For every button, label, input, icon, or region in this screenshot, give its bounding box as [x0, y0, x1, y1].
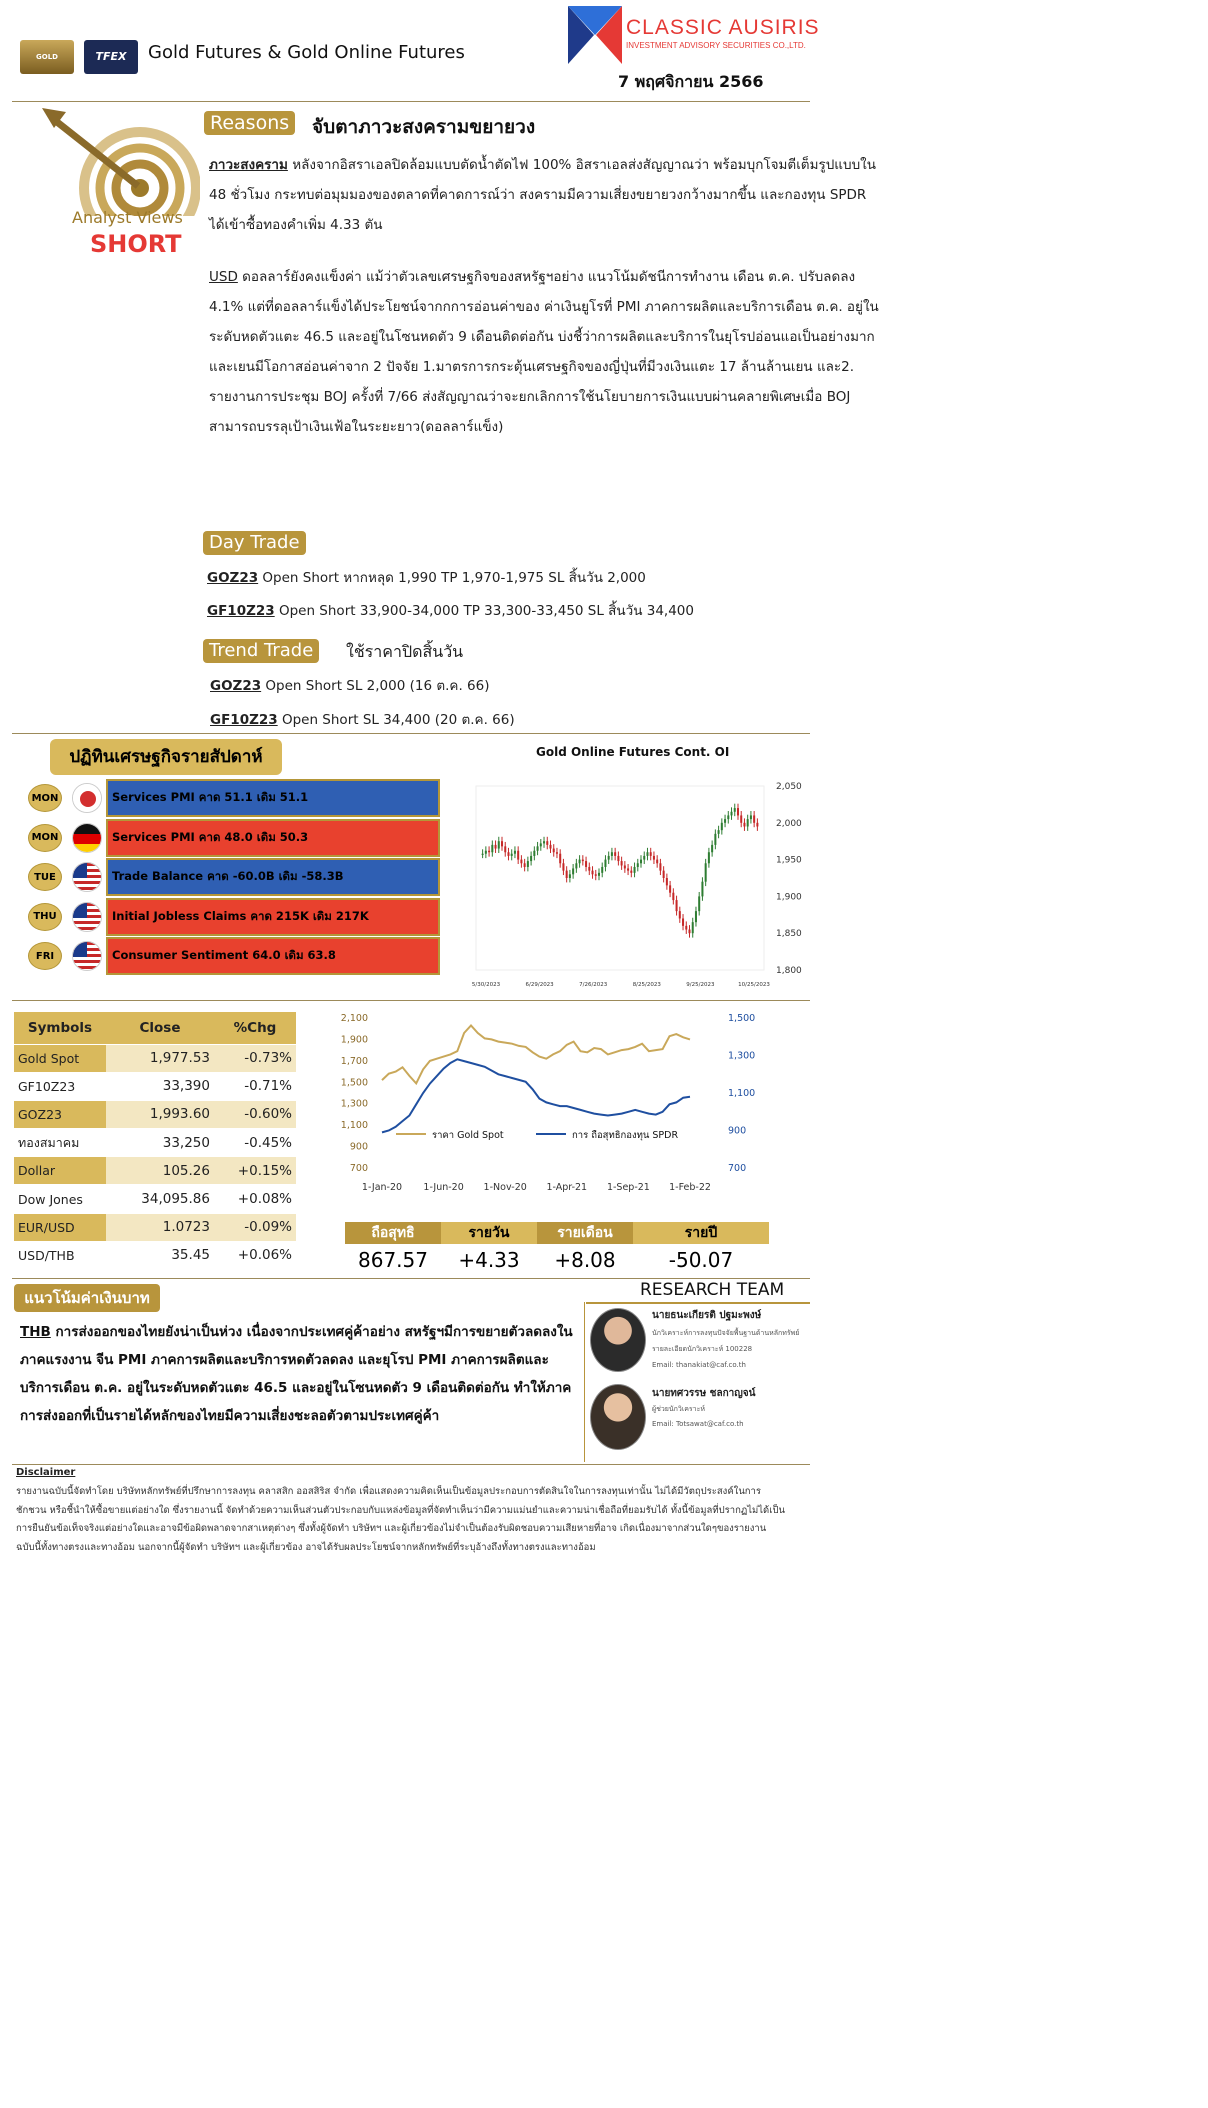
target-dart-icon [40, 108, 200, 216]
candle-body [504, 846, 506, 852]
candle-body [520, 860, 522, 864]
day-trade-text: Open Short หากหลุด 1,990 TP 1,970-1,975 SL สิ้นวัน 2,000 [258, 570, 646, 586]
trend-trade-line-2 [210, 710, 515, 730]
close-cell: 33,390 [106, 1072, 214, 1100]
y-left-tick-label: 1,700 [340, 1055, 368, 1067]
day-badge: THU [28, 903, 62, 931]
spdr-stats [345, 1222, 769, 1272]
candle-body [533, 851, 535, 856]
day-trade-line-2 [207, 601, 694, 621]
war-text: หลังจากอิสราเอลปิดล้อมแบบตัดน้ำตัดไฟ 100% อิสราเอลส่งสัญญาณว่า พร้อมบุกโจมตีเต็มรูปแบบใน 48 ชั่วโมง กระทบต่อมุมมองของตลาดที่คาดการณ์ว่า สงครามมีความเสี่ยงขยายวงกว้างมากขึ้น และกองทุน SPDR ได้เข้าซื้อทองคำเพิ่ม 4.33 ตัน [209, 157, 876, 233]
reasons-tag: Reasons [204, 111, 295, 135]
member-2-role: ผู้ช่วยนักวิเคราะห์ [652, 1405, 705, 1413]
candle-body [663, 871, 665, 878]
x-tick-label: 1-Jun-20 [423, 1182, 464, 1193]
candle-body [549, 845, 551, 849]
usd-keyword: USD [209, 269, 238, 285]
candle-body [572, 868, 574, 874]
candle-body [501, 841, 503, 846]
candle-body [611, 852, 613, 856]
x-tick-label: 5/30/2023 [471, 982, 501, 988]
stat-header-yearly: รายปี [633, 1222, 769, 1244]
candle-body [727, 815, 729, 819]
econ-calendar-title: ปฏิทินเศรษฐกิจรายสัปดาห์ [50, 739, 282, 775]
legend-label: ราคา Gold Spot [432, 1130, 504, 1141]
gold-futures-logo: GOLD FUTURES [20, 40, 74, 74]
table-row [14, 1241, 296, 1269]
candle-body [553, 849, 555, 853]
close-cell: 105.26 [106, 1157, 214, 1185]
candle-body [705, 863, 707, 881]
candle-body [511, 854, 513, 856]
spdr-holdings-line [382, 1059, 690, 1132]
disclaimer-line: ชักชวน หรือชี้นำให้ซื้อขายแต่อย่างใด ซึ่งรายงานนี้ จัดทำด้วยความเห็นส่วนตัวประกอบกับแหล่งข้อมูลที่จัดทำเห็นว่ามีความแม่นยำและความน่าเชื่อถือที่ยอมรับได้ ทั้งนี้ข้อมูลที่ปรากฏไม่ได้เป็น [16, 1504, 785, 1516]
econ-event: Trade Balance คาด -60.0B เดิม -58.3B [106, 858, 440, 896]
member-2-name: นายทศวรรษ ชลกาญจน์ [652, 1388, 756, 1399]
y-tick-label: 1,850 [776, 929, 802, 940]
candle-body [559, 854, 561, 864]
candle-body [595, 874, 597, 875]
disclaimer-line: การยืนยันข้อเท็จจริงแต่อย่างใดและอาจมีข้อผิดพลาดจากสาเหตุต่างๆ ซึ่งทั้งผู้จัดทำ บริษัทฯ และผู้เกี่ยวข้องไม่จำเป็นต้องรับผิดชอบความเสียหายที่อาจ เกิดเนื่องมาจากส่วนใดๆของรายงาน [16, 1523, 767, 1534]
candle-body [592, 871, 594, 875]
column-header: %Chg [214, 1012, 296, 1044]
econ-event: Services PMI คาด 51.1 เดิม 51.1 [106, 779, 440, 817]
close-cell: 34,095.86 [106, 1185, 214, 1213]
trend-trade-line-1 [210, 676, 489, 696]
section-divider [12, 1278, 810, 1279]
candle-body [646, 852, 648, 856]
symbol-cell: GF10Z23 [14, 1072, 106, 1100]
table-row [14, 1157, 296, 1185]
section-divider [12, 1464, 810, 1465]
trend-trade-tag: Trend Trade [203, 639, 319, 663]
candle-body [692, 922, 694, 933]
disclaimer-line: ฉบับนี้ทั้งทางตรงและทางอ้อม นอกจากนี้ผู้จัดทำ บริษัทฯ และผู้เกี่ยวข้อง อาจได้รับผลประโยชน์จากหลักทรัพย์ที่ระบุอ้างถึงทั้งทางตรงและทางอ้อม [16, 1541, 596, 1553]
table-row [14, 1072, 296, 1100]
thb-keyword: THB [20, 1324, 51, 1340]
candle-body [569, 874, 571, 878]
baht-paragraph [20, 1318, 580, 1430]
candle-body [737, 808, 739, 815]
change-cell: -0.60% [214, 1100, 296, 1128]
candle-body [666, 878, 668, 885]
research-team-title: RESEARCH TEAM [640, 1280, 785, 1300]
day-badge: TUE [28, 863, 62, 891]
change-cell: -0.45% [214, 1129, 296, 1157]
change-cell: -0.71% [214, 1072, 296, 1100]
candle-body [711, 845, 713, 852]
candle-body [750, 815, 752, 819]
candle-body [682, 918, 684, 925]
candle-body [627, 868, 629, 870]
y-right-tick-label: 1,100 [728, 1088, 756, 1099]
day-badge: MON [28, 784, 62, 812]
reasons-war-paragraph [209, 150, 879, 240]
analyst-views-label: Analyst Views [72, 208, 183, 227]
x-tick-label: 1-Jan-20 [361, 1182, 403, 1193]
candle-body [540, 843, 542, 846]
candle-body [708, 852, 710, 863]
candle-body [650, 852, 652, 856]
x-tick-label: 1-Apr-21 [546, 1182, 588, 1193]
candle-body [747, 819, 749, 826]
report-date: 7 พฤศจิกายน 2566 [618, 72, 764, 91]
y-left-tick-label: 1,300 [340, 1098, 368, 1110]
japan-flag [72, 783, 102, 813]
symbol-cell: USD/THB [14, 1241, 106, 1269]
candle-body [653, 856, 655, 860]
trend-trade-text: Open Short SL 34,400 (20 ต.ค. 66) [277, 712, 515, 728]
stat-header-daily: รายวัน [441, 1222, 537, 1244]
day-trade-symbol: GF10Z23 [207, 603, 275, 619]
candle-body [608, 856, 610, 860]
member-1-name: นายธนะเกียรติ ปฐมะพงษ์ [652, 1310, 762, 1321]
page-title: Gold Futures & Gold Online Futures [148, 42, 465, 63]
member-1-role: นักวิเคราะห์การลงทุนปัจจัยพื้นฐานด้านหลักทรัพย์ [652, 1329, 800, 1337]
econ-event: Initial Jobless Claims คาด 215K เดิม 217K [106, 898, 440, 936]
stat-net: 867.57 [358, 1248, 428, 1272]
gold-spot-line [382, 1026, 690, 1084]
stat-daily: +4.33 [458, 1248, 520, 1272]
tfex-logo: TFEX [84, 40, 138, 74]
candle-body [585, 861, 587, 867]
candle-body [643, 856, 645, 860]
candle-body [676, 900, 678, 911]
baht-tag: แนวโน้มค่าเงินบาท [14, 1284, 160, 1312]
candle-body [588, 867, 590, 871]
y-left-tick-label: 1,900 [340, 1034, 368, 1046]
germany-flag [72, 823, 102, 853]
candle-body [495, 845, 497, 849]
candle-body [485, 851, 487, 854]
y-left-tick-label: 1,100 [340, 1120, 368, 1132]
header-divider [12, 101, 810, 102]
candle-body [688, 930, 690, 934]
war-keyword: ภาวะสงคราม [209, 157, 288, 173]
candle-body [543, 841, 545, 843]
day-badge: FRI [28, 942, 62, 970]
day-trade-line-1 [207, 568, 646, 588]
stat-monthly: +8.08 [554, 1248, 616, 1272]
candle-body [491, 845, 493, 852]
candle-body [575, 863, 577, 868]
research-box-border [584, 1302, 585, 1462]
candle-body [731, 812, 733, 816]
econ-event: Services PMI คาด 48.0 เดิม 50.3 [106, 819, 440, 857]
candle-body [617, 856, 619, 861]
candle-body [640, 860, 642, 864]
candle-body [685, 926, 687, 930]
candle-body [498, 841, 500, 848]
brand-subtitle: INVESTMENT ADVISORY SECURITIES CO.,LTD. [626, 41, 806, 50]
legend-label: การ ถือสุทธิกองทุน SPDR [572, 1130, 679, 1141]
stat-yearly: -50.07 [668, 1248, 734, 1272]
candle-body [488, 851, 490, 852]
candle-body [701, 882, 703, 897]
econ-row [28, 937, 442, 976]
member-2-email: Email: Totsawat@caf.co.th [652, 1420, 744, 1428]
econ-row [28, 858, 442, 897]
close-cell: 1,977.53 [106, 1044, 214, 1072]
day-trade-symbol: GOZ23 [207, 570, 259, 586]
candle-body [740, 815, 742, 822]
candle-body [672, 893, 674, 900]
x-tick-label: 6/29/2023 [525, 982, 554, 988]
close-cell: 33,250 [106, 1129, 214, 1157]
candle-body [530, 856, 532, 861]
candle-body [537, 846, 539, 850]
close-cell: 1,993.60 [106, 1100, 214, 1128]
x-tick-label: 8/25/2023 [632, 982, 661, 988]
close-cell: 35.45 [106, 1241, 214, 1269]
y-tick-label: 1,950 [776, 855, 802, 866]
y-tick-label: 2,050 [776, 782, 802, 792]
candle-body [756, 823, 758, 827]
candle-body [601, 867, 603, 873]
y-tick-label: 1,900 [776, 892, 802, 903]
candle-body [546, 841, 548, 845]
reasons-usd-paragraph [209, 262, 879, 442]
econ-calendar-list [28, 779, 442, 977]
symbols-table [14, 1012, 296, 1270]
candle-body [721, 823, 723, 830]
candle-body [566, 871, 568, 878]
candle-body [698, 896, 700, 911]
candle-body [753, 815, 755, 822]
candle-body [562, 863, 564, 870]
stat-header-net: ถือสุทธิ [345, 1222, 441, 1244]
research-title-underline [586, 1302, 810, 1304]
oi-chart-title: Gold Online Futures Cont. OI [536, 745, 730, 759]
candle-body [679, 911, 681, 918]
baht-text: การส่งออกของไทยยังน่าเป็นห่วง เนื่องจากประเทศคู่ค้าอย่าง สหรัฐฯมีการขยายตัวลดลงในภาคแรงงาน จีน PMI ภาคการผลิตและบริการหดตัวลดลง และยุโรป PMI ภาคการผลิตและบริการเดือน ต.ค. อยู่ในระดับหดตัวแตะ 46.5 และอยู่ในโซนหดตัว 9 เดือนติดต่อกัน ทำให้ภาคการส่งออกที่เป็นรายได้หลักของไทยมีความเสี่ยงชะลอตัวตามประเทศคู่ค้า [20, 1324, 573, 1424]
candle-body [659, 863, 661, 870]
candle-body [734, 808, 736, 812]
candle-body [637, 863, 639, 867]
x-tick-label: 1-Feb-22 [669, 1182, 711, 1193]
candle-body [579, 860, 581, 864]
table-row [14, 1129, 296, 1157]
disclaimer-line: รายงานฉบับนี้จัดทำโดย บริษัทหลักทรัพย์ที่ปรึกษาการลงทุน คลาสสิก ออสสิริส จำกัด เพื่อแสดงความคิดเห็นเป็นข้อมูลประกอบการตัดสินใจในการลงทุนเท่านั้น ไม่ได้มีวัตถุประสงค์ในการ [16, 1486, 761, 1497]
day-badge: MON [28, 824, 62, 852]
analyst-view-short: SHORT [90, 230, 182, 258]
change-cell: -0.73% [214, 1044, 296, 1072]
candle-body [724, 819, 726, 823]
candle-body [517, 851, 519, 860]
y-left-tick-label: 1,500 [340, 1077, 368, 1089]
brand-name: CLASSIC AUSIRIS [626, 16, 820, 39]
day-trade-tag: Day Trade [203, 531, 306, 555]
x-tick-label: 10/25/2023 [738, 982, 770, 988]
avatar [590, 1384, 646, 1450]
table-header-row [14, 1012, 296, 1044]
symbol-cell: EUR/USD [14, 1213, 106, 1241]
candle-body [604, 860, 606, 867]
member-1-email: Email: thanakiat@caf.co.th [652, 1361, 746, 1369]
econ-row [28, 779, 442, 818]
candle-body [669, 885, 671, 892]
column-header: Symbols [14, 1012, 106, 1044]
symbol-cell: GOZ23 [14, 1100, 106, 1128]
stat-header-monthly: รายเดือน [537, 1222, 633, 1244]
y-right-tick-label: 1,500 [728, 1013, 756, 1024]
classic-ausiris-logo-mark [568, 6, 622, 64]
y-right-tick-label: 700 [728, 1163, 747, 1174]
candle-body [507, 852, 509, 856]
table-row [14, 1100, 296, 1128]
y-left-tick-label: 900 [349, 1141, 368, 1153]
x-tick-label: 1-Sep-21 [606, 1182, 650, 1193]
trend-trade-symbol: GOZ23 [210, 678, 262, 694]
disclaimer-title: Disclaimer [16, 1467, 76, 1478]
change-cell: +0.08% [214, 1185, 296, 1213]
econ-row [28, 898, 442, 937]
symbol-cell: Dollar [14, 1157, 106, 1185]
usa-flag [72, 902, 102, 932]
section-divider [12, 733, 810, 734]
section-divider [12, 1000, 810, 1001]
symbol-cell: Dow Jones [14, 1185, 106, 1213]
candle-body [598, 873, 600, 876]
candle-body [743, 823, 745, 827]
candle-body [695, 911, 697, 922]
usd-text: ดอลลาร์ยังคงแข็งค่า แม้ว่าตัวเลขเศรษฐกิจของสหรัฐฯอย่าง แนวโน้มดัชนีการทำงาน เดือน ต.ค. ปรับลดลง 4.1% แต่ที่ดอลลาร์แข็งได้ประโยชน์จากกการอ่อนค่าของ ค่าเงินยูโรที่ PMI ภาคการผลิตและบริการเดือน ต.ค. อยู่ในระดับหดตัวแตะ 46.5 และอยู่ในโซนหดตัว 9 เดือนติดต่อกัน บ่งชี้ว่าการผลิตและบริการในยุโรปอ่อนแอเป็นอย่างมาก และเยนมีโอกาสอ่อนค่าจาก 2 ปัจจัย 1.มาตรการกระตุ้นเศรษฐกิจของญี่ปุ่นที่มีวงเงินแตะ 17 ล้านล้านเยน และ2. รายงานการประชุม BOJ ครั้งที่ 7/66 ส่งสัญญาณว่าจะยกเลิกการใช้นโยบายการเงินแบบผ่านคลายพิเศษเมื่อ BOJ สามารถบรรลุเป้าเงินเฟ้อในระยะยาว(ดอลลาร์แข็ง) [209, 269, 879, 435]
usa-flag [72, 941, 102, 971]
avatar [590, 1308, 646, 1372]
symbol-cell: Gold Spot [14, 1044, 106, 1072]
y-left-tick-label: 700 [349, 1163, 368, 1174]
trend-trade-text: Open Short SL 2,000 (16 ต.ค. 66) [261, 678, 490, 694]
table-row [14, 1185, 296, 1213]
candle-body [634, 867, 636, 873]
candle-body [527, 861, 529, 867]
candle-body [556, 852, 558, 853]
econ-event: Consumer Sentiment 64.0 เดิม 63.8 [106, 937, 440, 975]
y-left-tick-label: 2,100 [340, 1013, 368, 1024]
disclaimer-text [16, 1483, 806, 1557]
table-row [14, 1213, 296, 1241]
candle-body [614, 852, 616, 856]
candle-body [621, 861, 623, 865]
y-tick-label: 1,800 [776, 966, 802, 976]
candle-body [582, 860, 584, 861]
member-1-license: รายละเอียดนักวิเคราะห์ 100228 [652, 1345, 753, 1353]
change-cell: -0.09% [214, 1213, 296, 1241]
candle-body [624, 865, 626, 868]
reasons-heading: จับตาภาวะสงครามขยายวง [312, 116, 536, 138]
x-tick-label: 9/25/2023 [686, 982, 715, 988]
candle-body [630, 871, 632, 873]
candle-body [718, 830, 720, 834]
change-cell: +0.06% [214, 1241, 296, 1269]
candle-body [714, 834, 716, 845]
x-tick-label: 1-Nov-20 [483, 1182, 527, 1193]
y-right-tick-label: 1,300 [728, 1050, 756, 1062]
econ-row [28, 819, 442, 858]
trend-trade-note: ใช้ราคาปิดสิ้นวัน [346, 642, 464, 661]
y-tick-label: 2,000 [776, 818, 802, 829]
trend-trade-symbol: GF10Z23 [210, 712, 278, 728]
candle-body [524, 863, 526, 867]
table-row [14, 1044, 296, 1072]
day-trade-text: Open Short 33,900-34,000 TP 33,300-33,450 SL สิ้นวัน 34,400 [274, 603, 694, 619]
candle-body [482, 854, 484, 855]
change-cell: +0.15% [214, 1157, 296, 1185]
symbol-cell: ทองสมาคม [14, 1129, 106, 1157]
candle-body [514, 851, 516, 854]
plot-area [476, 786, 764, 970]
x-tick-label: 7/26/2023 [579, 982, 608, 988]
column-header: Close [106, 1012, 214, 1044]
close-cell: 1.0723 [106, 1213, 214, 1241]
y-right-tick-label: 900 [728, 1125, 747, 1137]
gold-spdr-chart [330, 1006, 770, 1202]
usa-flag [72, 862, 102, 892]
oi-chart [456, 770, 806, 992]
candle-body [656, 860, 658, 864]
